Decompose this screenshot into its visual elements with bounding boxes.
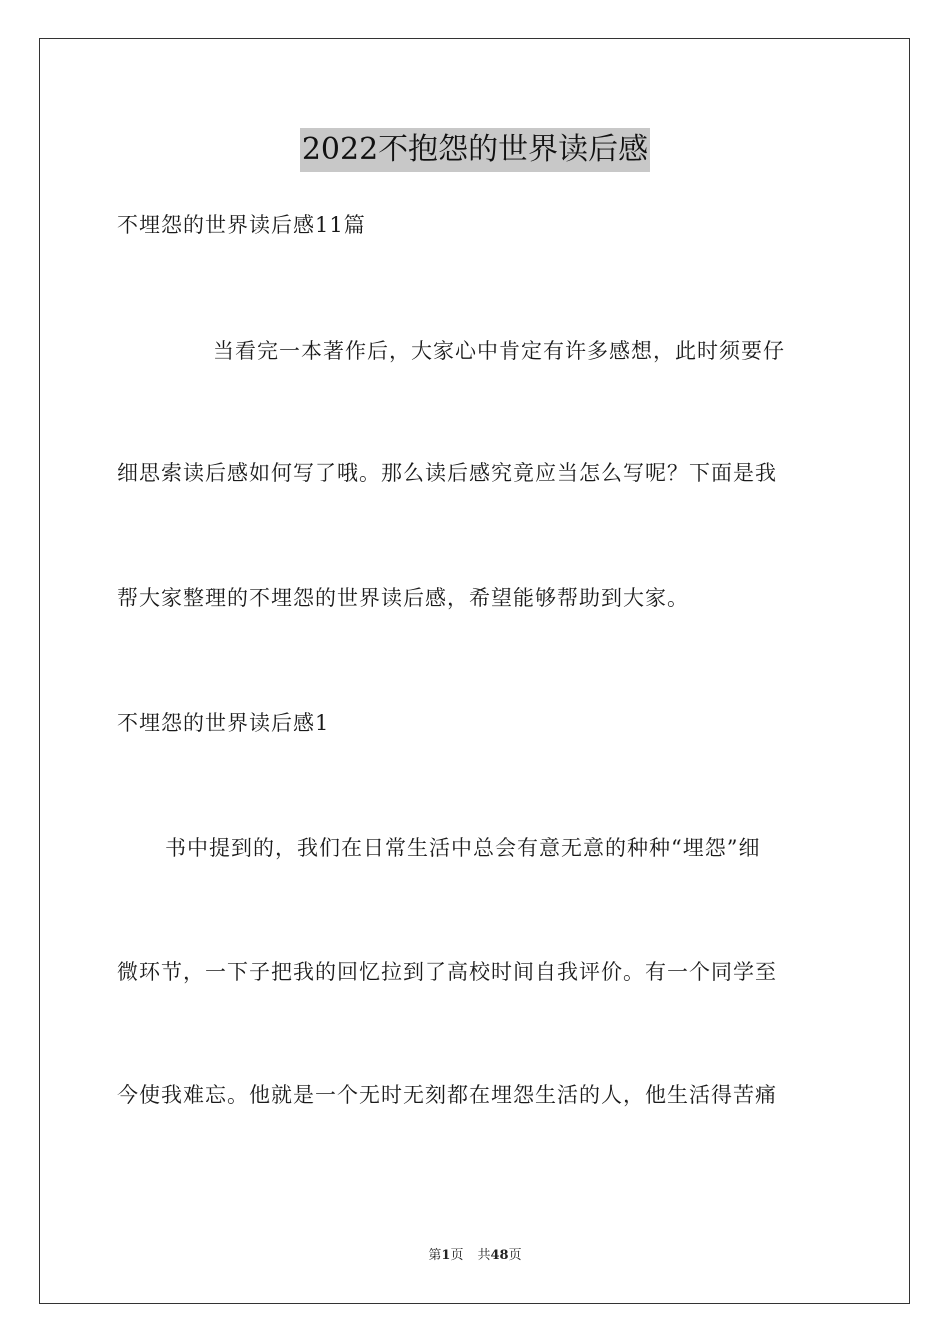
footer-total-pages: 48 (490, 1248, 509, 1263)
paragraph-line: 当看完一本著作后，大家心中肯定有许多感想，此时须要仔 (213, 339, 785, 363)
paragraph-line: 帮大家整理的不埋怨的世界读后感，希望能够帮助到大家。 (117, 586, 689, 610)
section-heading: 不埋怨的世界读后感1 (117, 711, 330, 735)
document-title: 2022不抱怨的世界读后感 (300, 128, 650, 172)
footer-page-number: 1 (441, 1248, 451, 1263)
title-container (0, 128, 950, 172)
paragraph-line: 细思索读后感如何写了哦。那么读后感究竟应当怎么写呢？下面是我 (117, 461, 777, 485)
footer-total-suffix: 页 (508, 1248, 522, 1263)
paragraph-line: 今使我难忘。他就是一个无时无刻都在埋怨生活的人，他生活得苦痛 (117, 1083, 777, 1107)
paragraph-line: 微环节，一下子把我的回忆拉到了高校时间自我评价。有一个同学至 (117, 960, 777, 984)
paragraph-line: 书中提到的，我们在日常生活中总会有意无意的种种“埋怨”细 (165, 836, 761, 860)
footer-page-suffix: 页 (450, 1248, 464, 1263)
footer-total-prefix: 共 (477, 1248, 491, 1263)
footer-page-prefix: 第 (428, 1248, 442, 1263)
page-footer (0, 1247, 950, 1265)
subtitle-line: 不埋怨的世界读后感11篇 (117, 213, 366, 237)
